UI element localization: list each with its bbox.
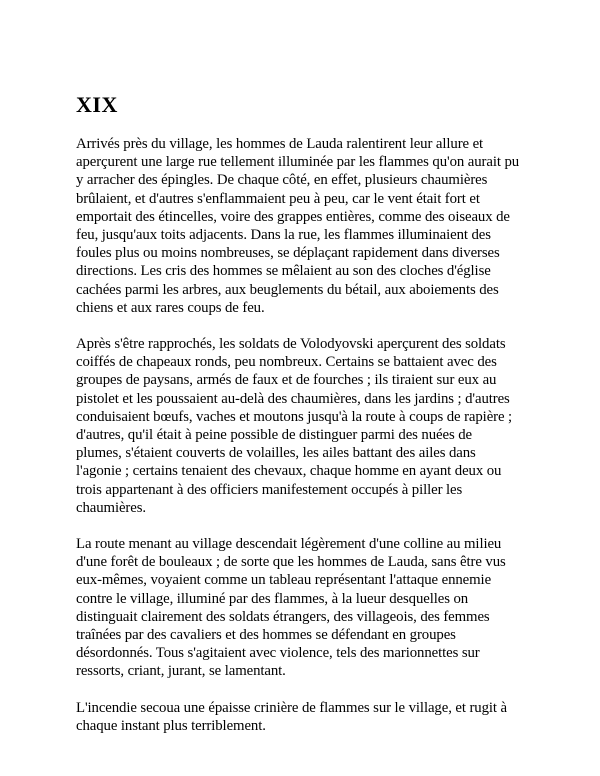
paragraph-4 [76,699,532,735]
text-line: feu, jusqu'aux toits adjacents. Dans la rue, les flammes illuminaient des [76,227,491,244]
paragraph-2 [76,335,532,517]
text-line: emportait des étincelles, voire des grappes entières, comme des oiseaux de [76,208,510,225]
text-line: ressorts, criant, jurant, se lamentant. [76,663,286,680]
text-line: Arrivés près du village, les hommes de Lauda ralentirent leur allure et [76,136,484,152]
text-line: chiens et aux rares coups de feu. [76,299,265,316]
text-line: aperçurent une large rue tellement illuminée par les flammes qu'on aurait pu [76,154,520,171]
paragraph-1 [76,135,532,317]
text-line: chaumières. [76,499,146,516]
text-line: Après s'être rapprochés, les soldats de Volodyovski aperçurent des soldats [76,336,506,353]
text-line: désordonnés. Tous s'agitaient avec violence, tels des marionnettes sur [76,645,480,662]
text-line: brûlaient, et d'autres s'enflammaient peu à peu, car le vent était fort et [76,190,480,207]
text-line: pistolet et les poussaient au-delà des chaumières, dans les jardins ; d'autres [76,390,510,407]
text-line: cachées parmi les arbres, aux beuglements du bétail, aux aboiements des [76,281,499,298]
text-line: groupes de paysans, armés de faux et de fourches ; ils tiraient sur eux au [76,372,497,389]
text-line: l'agonie ; certains tenaient des chevaux, chaque homme en ayant deux ou [76,463,502,480]
text-line: d'une forêt de bouleaux ; de sorte que les hommes de Lauda, sans être vus [76,554,506,571]
text-line: La route menant au village descendait légèrement d'une colline au milieu [76,536,502,553]
text-line: traînées par des cavaliers et des hommes se défendant en groupes [76,627,456,644]
text-line: coiffés de chapeaux ronds, peu nombreux. Certains se battaient avec des [76,354,497,371]
text-line: distinguait clairement des soldats étrangers, des villageois, des femmes [76,608,490,625]
chapter-content [76,92,532,753]
paragraph-3 [76,535,532,681]
text-line: d'autres, qu'il était à peine possible de distinguer parmi des nuées de [76,427,472,444]
text-line: y arracher des épingles. De chaque côté, en effet, plusieurs chaumières [76,172,488,189]
text-line: plumes, s'étaient couverts de volailles, les ailes battant des ailes dans [76,445,476,462]
text-line: foules plus ou moins nombreuses, se déplaçant rapidement dans diverses [76,245,500,262]
text-line: conduisaient bœufs, vaches et moutons jusqu'à la route à coups de rapière ; [76,408,513,425]
text-line: trois appartenant à des officiers manifestement occupés à piller les [76,481,463,498]
text-line: L'incendie secoua une épaisse crinière de flammes sur le village, et rugit à [76,699,507,716]
chapter-title: XIX [76,92,118,117]
text-line: directions. Les cris des hommes se mêlaient au son des cloches d'église [76,263,491,280]
text-line: chaque instant plus terriblement. [76,717,266,734]
text-line: contre le village, illuminé par des flammes, à la lueur desquelles on [76,590,469,607]
text-line: eux-mêmes, voyaient comme un tableau représentant l'attaque ennemie [76,572,492,589]
